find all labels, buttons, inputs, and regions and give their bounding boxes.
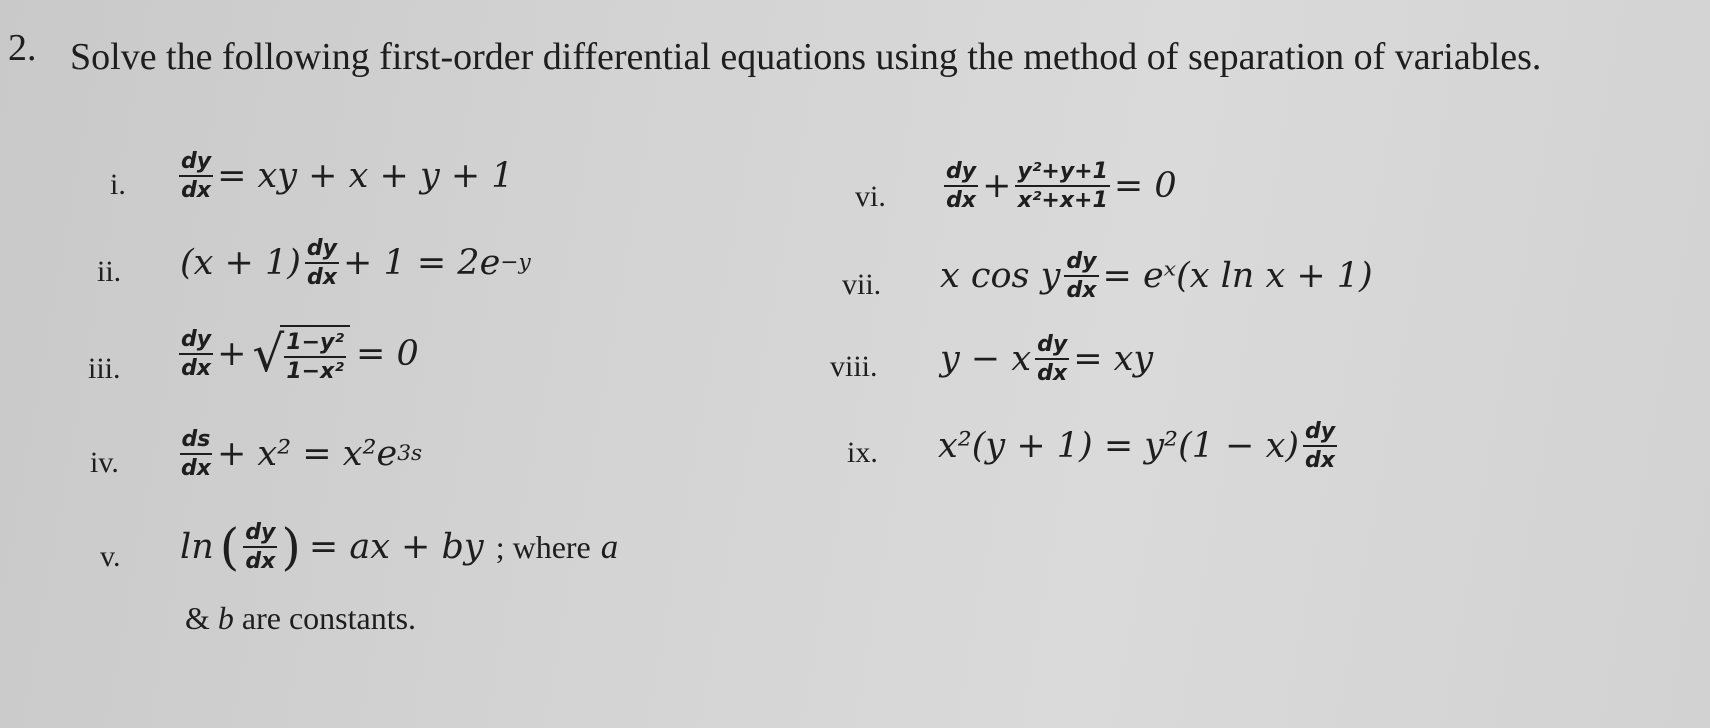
equation-ix (938, 420, 1341, 472)
equation-text: + (217, 334, 247, 375)
fraction-rational: $\frac{\text{y²+y+1}}{\text{x²+x+1}}$ (1017, 159, 1108, 214)
label-ii: ii. (97, 255, 122, 288)
fraction-dy-dx: $\frac{dy}{dx}$ (1037, 332, 1068, 387)
square-root: √ $\frac{\text{1−y²}}{\text{1−x²}}$ (252, 325, 350, 383)
equation-text: = xy + x + y + 1 (217, 156, 514, 197)
equation-v-continuation: & b are constants. (185, 600, 417, 636)
fraction-dy-dx: $\frac{dy}{dx}$ (181, 327, 212, 382)
label-vi: vi. (855, 180, 886, 213)
equation-text: x²(y + 1) = y²(1 − x) (938, 426, 1299, 467)
label-vii: vii. (842, 268, 882, 301)
equation-v: ln ( $\frac{dy}{dx}$ ) = ax + by ; where a (180, 518, 619, 576)
equation-text: x cos y (940, 256, 1061, 297)
fraction-dy-dx: $\frac{dy}{dx}$ (946, 159, 977, 214)
fraction-dy-dx: $\frac{dy}{dx}$ (1066, 249, 1097, 304)
equation-text: = eˣ(x ln x + 1) (1102, 256, 1373, 297)
equation-ii: (x + 1) $\frac{dy}{dx}$ + 1 = 2e −y (180, 236, 531, 291)
fraction-dy-dx: $\frac{dy}{dx}$ (181, 149, 212, 204)
equation-text: = 0 (1113, 166, 1177, 207)
label-viii: viii. (830, 350, 878, 383)
fraction-ds-dx: $\frac{ds}{dx}$ (181, 427, 211, 482)
fraction-dy-dx: $\frac{dy}{dx}$ (306, 236, 337, 291)
fraction-dy-dx: $\frac{dy}{dx}$ (1304, 419, 1336, 474)
label-iii: iii. (88, 352, 121, 385)
variable-a: a (600, 527, 619, 566)
label-iv: iv. (90, 446, 119, 479)
equation-viii (940, 333, 1153, 385)
equation-text: ; where (495, 528, 591, 565)
equation-i (175, 150, 514, 202)
equation-iii (175, 325, 419, 383)
equation-vi (940, 160, 1177, 212)
label-i: i. (110, 168, 126, 201)
equation-text: = xy (1073, 339, 1154, 380)
equation-text: = ax + by (308, 527, 484, 567)
equation-text: (x + 1) (180, 243, 301, 284)
question-number: 2. (8, 27, 37, 69)
label-v: v. (100, 540, 121, 573)
label-ix: ix. (847, 436, 878, 469)
equation-text: y − x (940, 339, 1032, 380)
fraction-dy-dx: $\frac{dy}{dx}$ (245, 519, 276, 574)
equation-text: + x² = x²e (216, 434, 398, 475)
question-prompt: Solve the following first-order differential equations using the method of separation of variables. (70, 36, 1542, 78)
equation-vii (940, 250, 1373, 302)
equation-text: ln (180, 527, 214, 567)
fraction-radicand: $\frac{\text{1−y²}}{\text{1−x²}}$ (286, 330, 345, 385)
equation-text: + 1 = 2e (343, 243, 501, 284)
equation-text: = 0 (356, 334, 419, 375)
equation-text: + (982, 166, 1012, 207)
equation-iv: $\frac{ds}{dx}$ + x² = x²e 3s (181, 427, 423, 482)
